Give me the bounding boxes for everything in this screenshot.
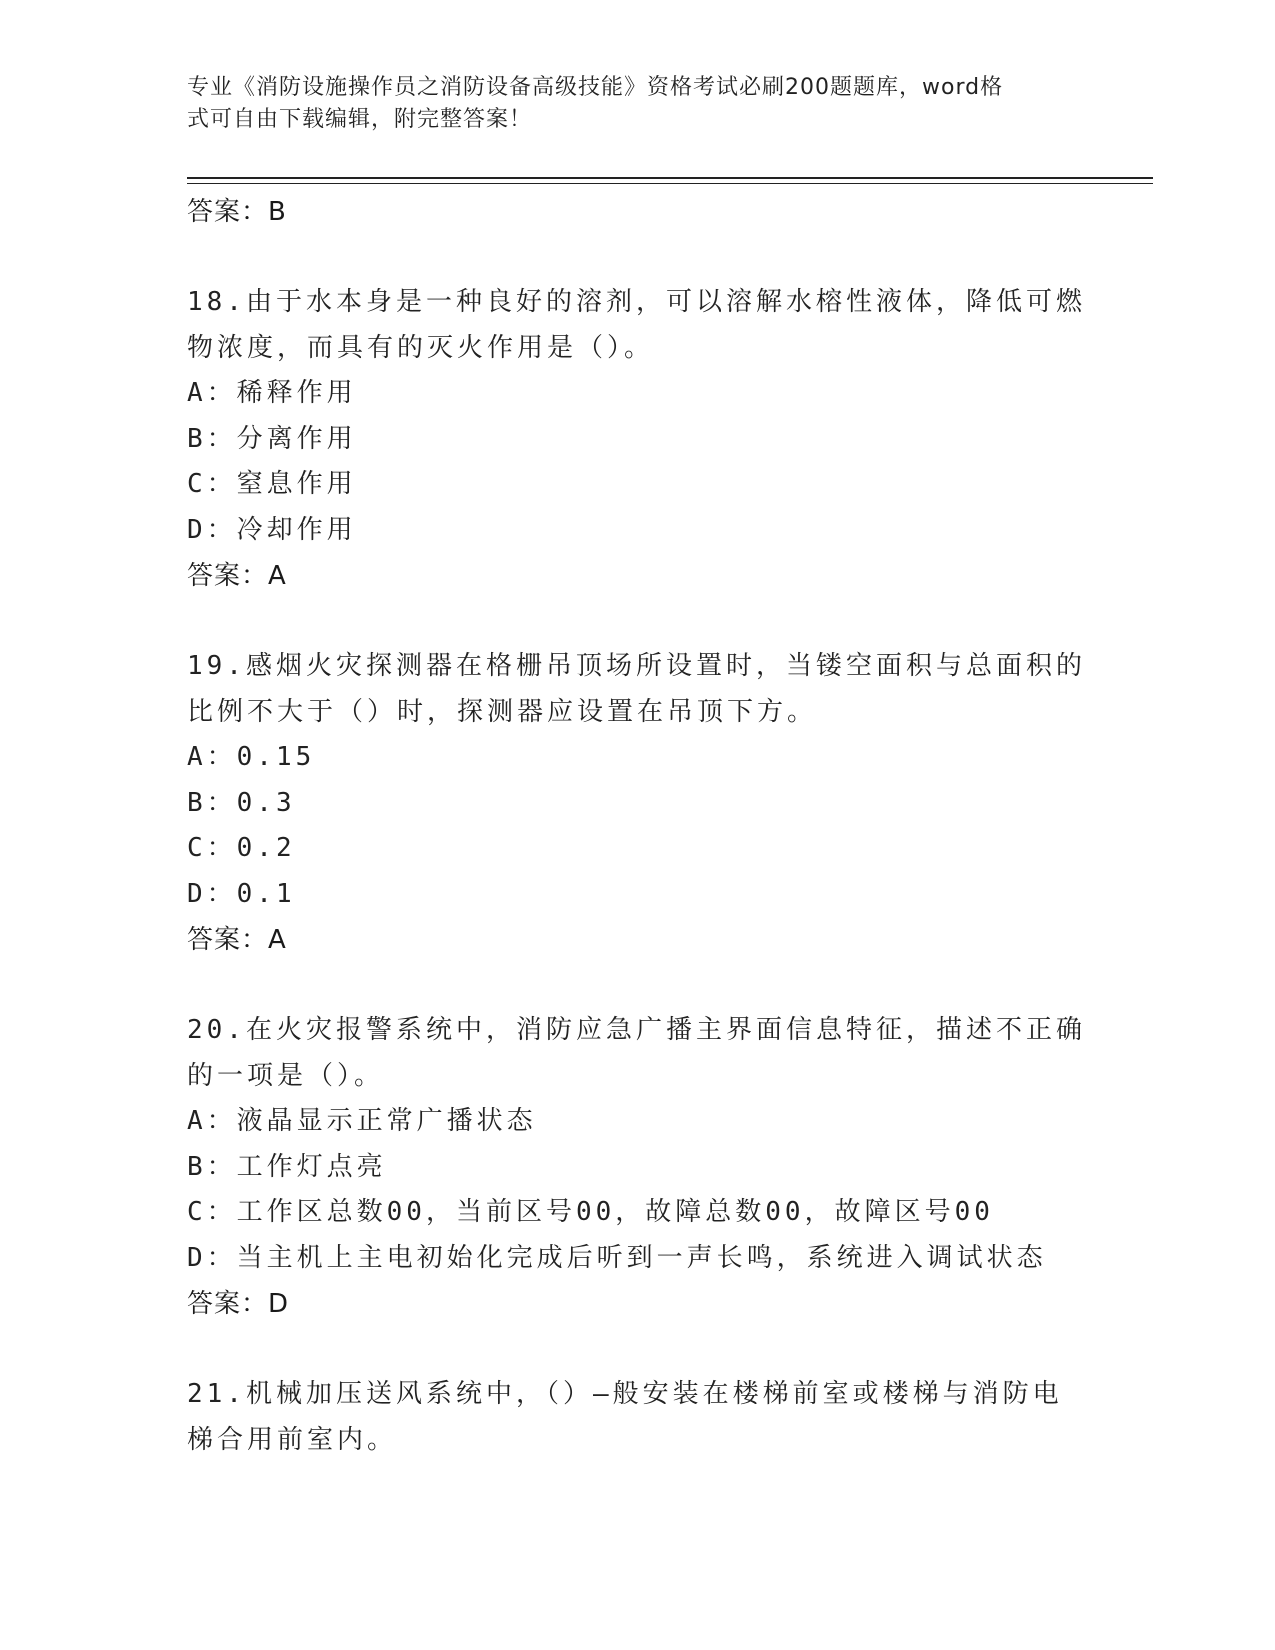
header-line-2: 式可自由下载编辑，附完整答案！ (187, 107, 533, 132)
previous-answer: 答案：B (187, 197, 287, 227)
option-c: C：窒息作用 (187, 469, 357, 499)
answer: 答案：D (187, 1289, 290, 1319)
option-c: C：0.2 (187, 833, 296, 863)
question-20 (187, 1007, 1087, 1327)
question-21 (187, 1371, 1087, 1463)
option-c: C：工作区总数00，当前区号00，故障总数00，故障区号00 (187, 1197, 994, 1227)
option-b: B：0.3 (187, 787, 296, 818)
question-19 (187, 643, 1087, 963)
question-stem: 21.机械加压送风系统中，（）—般安装在楼梯前室或楼梯与消防电梯合用前室内。 (187, 1379, 1063, 1455)
question-stem: 18.由于水本身是一种良好的溶剂，可以溶解水榕性液体，降低可燃物浓度，而具有的灭火作用是（）。 (187, 287, 1086, 363)
header-line-1: 专业《消防设施操作员之消防设备高级技能》资格考试必刷200题题库，word格 (187, 75, 1004, 100)
header-divider-thin (187, 183, 1153, 184)
answer: 答案：A (187, 561, 287, 591)
answer: 答案：A (187, 925, 287, 955)
header-divider (187, 177, 1153, 179)
option-a: A：0.15 (187, 742, 316, 772)
question-18 (187, 279, 1087, 599)
option-b: B：工作灯点亮 (187, 1151, 387, 1182)
option-a: A：液晶显示正常广播状态 (187, 1106, 537, 1136)
question-list (187, 189, 1087, 1463)
option-d: D：当主机上主电初始化完成后听到一声长鸣，系统进入调试状态 (187, 1242, 1047, 1273)
question-stem: 20.在火灾报警系统中，消防应急广播主界面信息特征，描述不正确的一项是（）。 (187, 1015, 1086, 1091)
option-d: D：冷却作用 (187, 514, 357, 545)
page-header (187, 72, 1067, 136)
option-b: B：分离作用 (187, 423, 357, 454)
option-a: A：稀释作用 (187, 378, 357, 408)
question-stem: 19.感烟火灾探测器在格栅吊顶场所设置时，当镂空面积与总面积的比例不大于（）时，探测器应设置在吊顶下方。 (187, 651, 1086, 727)
option-d: D：0.1 (187, 878, 296, 909)
